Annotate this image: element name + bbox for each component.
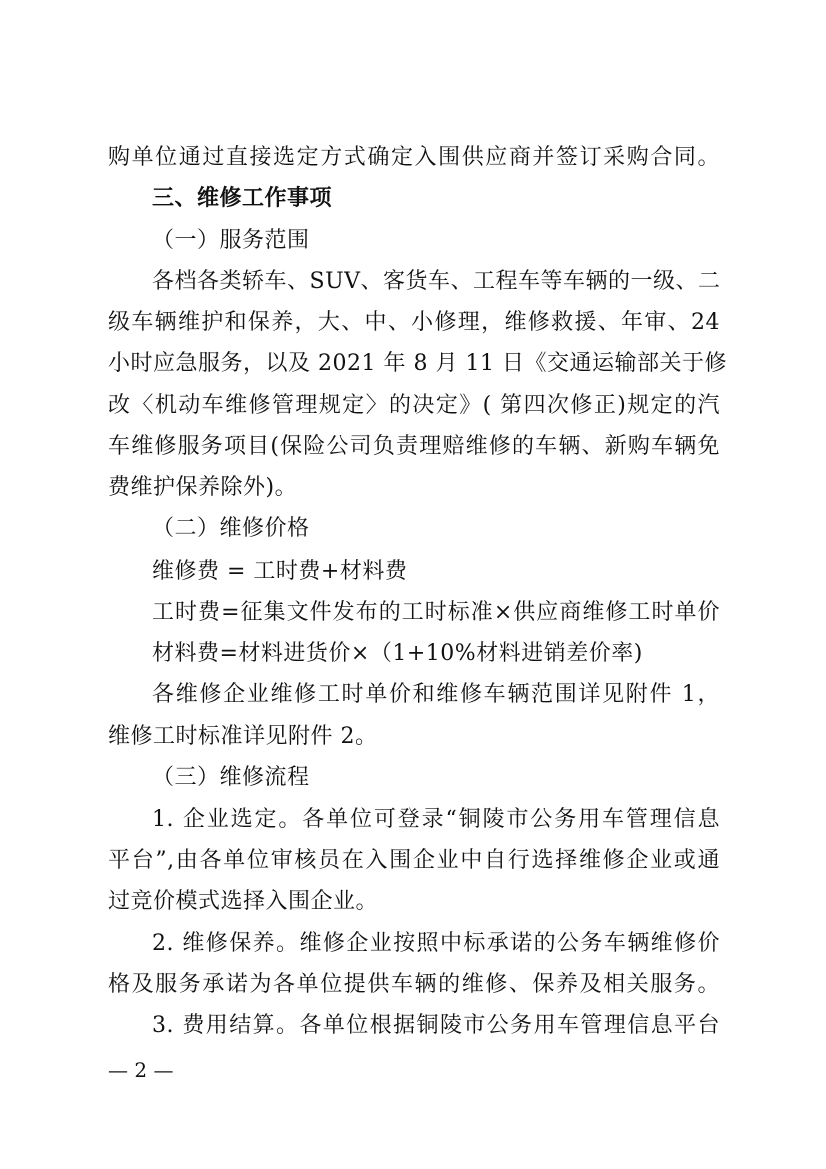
page-number: — 2 —	[108, 1058, 174, 1082]
body-text-line: 过竞价模式选择入围企业。	[108, 889, 379, 914]
body-text-line: 级车辆维护和保养，大、中、小修理，维修救援、年审、24	[108, 310, 720, 335]
formula-line: 工时费=征集文件发布的工时标准×供应商维修工时单价	[152, 600, 720, 625]
body-text-line: 平台”,由各单位审核员在入围企业中自行选择维修企业或通	[108, 848, 720, 873]
body-text-line: 各档各类轿车、SUV、客货车、工程车等车辆的一级、二	[152, 269, 721, 294]
body-text-line: 费维护保养除外)。	[108, 475, 298, 500]
body-text-line: 购单位通过直接选定方式确定入围供应商并签订采购合同。	[108, 145, 720, 170]
subsection-heading: （二）维修价格	[152, 516, 310, 541]
formula-line: 材料费=材料进货价×（1+10%材料进销差价率)	[152, 641, 643, 666]
subsection-heading: （一）服务范围	[152, 228, 310, 253]
section-heading: 三、维修工作事项	[152, 186, 333, 211]
body-text-line: 改〈机动车维修管理规定〉的决定》( 第四次修正)规定的汽	[108, 393, 720, 418]
subsection-heading: （三）维修流程	[152, 765, 310, 790]
body-text-line: 1. 企业选定。各单位可登录“铜陵市公务用车管理信息	[152, 807, 720, 832]
body-text-line: 各维修企业维修工时单价和维修车辆范围详见附件 1，	[152, 682, 720, 707]
formula-line: 维修费 = 工时费+材料费	[152, 559, 408, 584]
body-text-line: 车维修服务项目(保险公司负责理赔维修的车辆、新购车辆免	[108, 434, 720, 459]
body-text-line: 3. 费用结算。各单位根据铜陵市公务用车管理信息平台	[152, 1013, 720, 1038]
body-text-line: 维修工时标准详见附件 2。	[108, 724, 378, 749]
body-text-line: 小时应急服务，以及 2021 年 8 月 11 日《交通运输部关于修	[108, 351, 727, 376]
body-text-line: 格及服务承诺为各单位提供车辆的维修、保养及相关服务。	[108, 972, 720, 997]
body-text-line: 2. 维修保养。维修企业按照中标承诺的公务车辆维修价	[152, 931, 720, 956]
